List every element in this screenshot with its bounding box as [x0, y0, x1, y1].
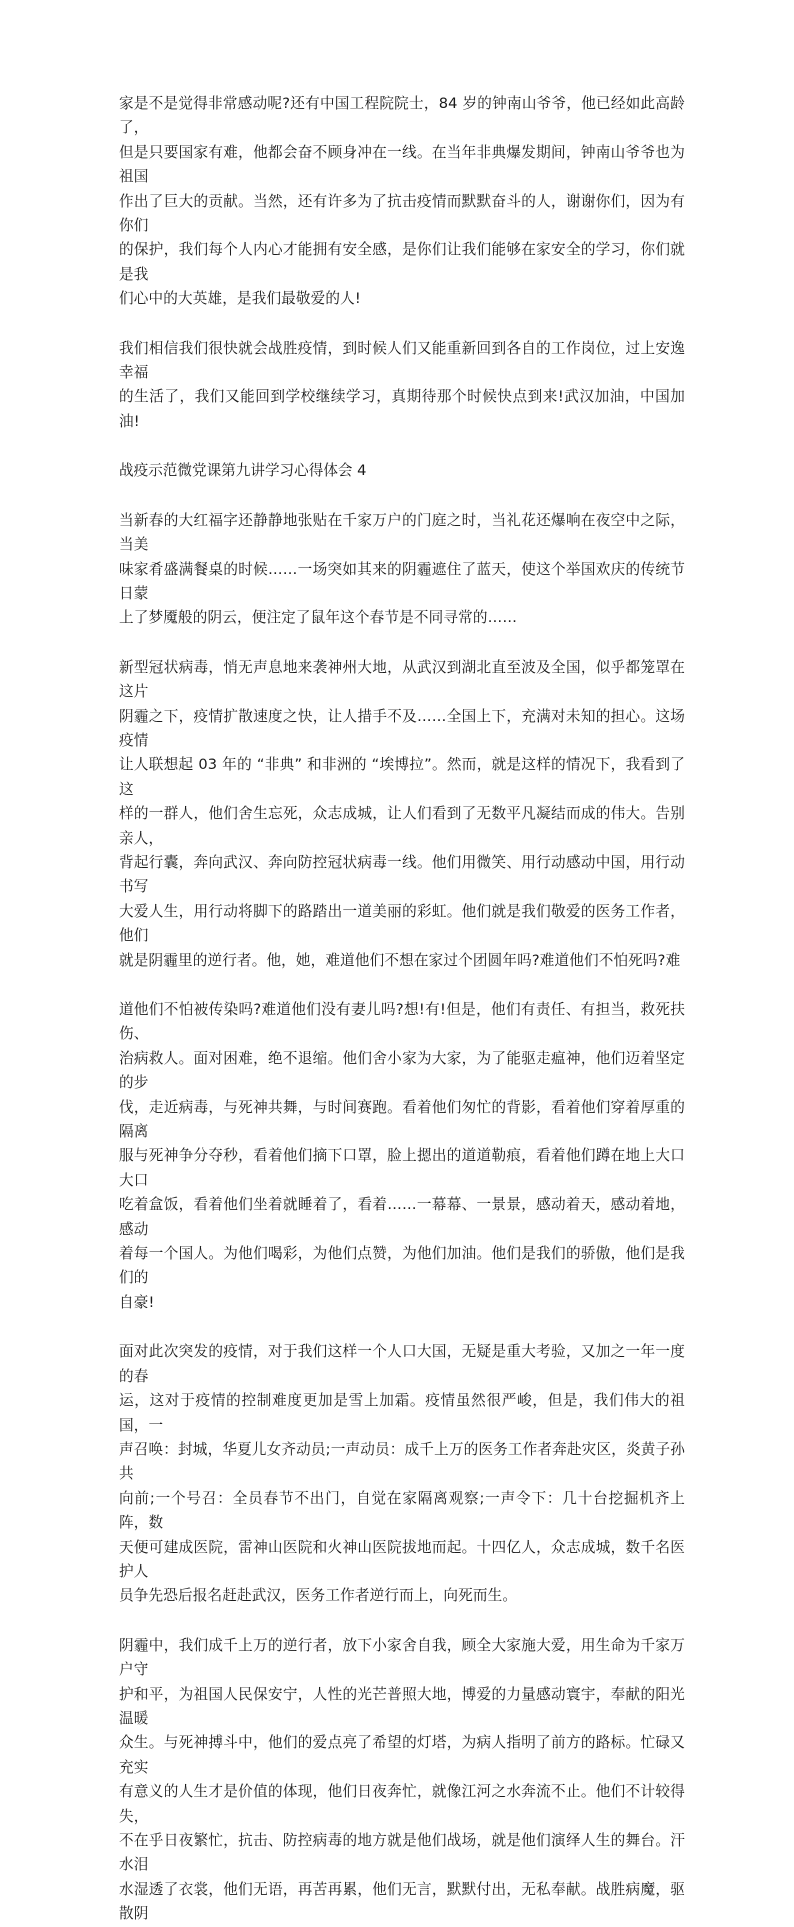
text-line: 大爱人生，用行动将脚下的路踏出一道美丽的彩虹。他们就是我们敬爱的医务工作者，他们 [119, 902, 685, 945]
text-line: 有意义的人生才是价值的体现，他们日夜奔忙，就像江河之水奔流不止。他们不计较得失， [119, 1783, 685, 1825]
text-line: 我们相信我们很快就会战胜疫情，到时候人们又能重新回到各自的工作岗位，过上安逸幸福 [119, 339, 685, 382]
text-line: 道他们不怕被传染吗?难道他们没有妻儿吗?想!有!但是，他们有责任、有担当，救死扶伤、 [119, 1001, 685, 1043]
text-line: 水湿透了衣裳，他们无语，再苦再累，他们无言，默默付出，无私奉献。战胜病魔，驱散阴 [119, 1880, 685, 1923]
section-heading: 战疫示范微党课第九讲学习心得体会 4 [119, 462, 367, 480]
text-line: 新型冠状病毒，悄无声息地来袭神州大地，从武汉到湖北直至波及全国，似乎都笼罩在这片 [119, 658, 685, 701]
text-line: 阴霾中，我们成千上万的逆行者，放下小家舍自我，顾全大家施大爱，用生命为千家万户守 [119, 1636, 685, 1679]
text-line: 伐，走近病毒，与死神共舞，与时间赛跑。看着他们匆忙的背影，看着他们穿着厚重的隔离 [119, 1098, 685, 1141]
text-line: 向前;一个号召：全员春节不出门，自觉在家隔离观察;一声令下：几十台挖掘机齐上阵，数 [119, 1489, 685, 1532]
text-line: 运，这对于疫情的控制难度更加是雪上加霜。疫情虽然很严峻，但是，我们伟大的祖国，一 [119, 1392, 685, 1434]
text-line: 味家肴盛满餐桌的时候……一场突如其来的阴霾遮住了蓝天，使这个举国欢庆的传统节日蒙 [119, 560, 685, 602]
text-line: 天便可建成医院，雷神山医院和火神山医院拔地而起。十四亿人，众志成城，数千名医护人 [119, 1538, 685, 1580]
text-line: 们心中的大英雄，是我们最敬爱的人! [119, 290, 361, 308]
text-line: 着每一个国人。为他们喝彩，为他们点赞，为他们加油。他们是我们的骄傲，他们是我们的 [119, 1245, 685, 1287]
text-line: 声召唤：封城，华夏儿女齐动员;一声动员：成千上万的医务工作者奔赴灾区，炎黄子孙共 [119, 1440, 685, 1483]
text-line: 自豪! [119, 1293, 155, 1311]
paragraph-spring-festival [119, 509, 685, 631]
text-line: 上了梦魇般的阴云，便注定了鼠年这个春节是不同寻常的…… [119, 609, 518, 627]
paragraph-medical-workers [119, 998, 685, 1315]
text-line: 护和平，为祖国人民保安宁，人性的光芒普照大地，博爱的力量感动寰宇，奉献的阳光温暖 [119, 1685, 685, 1727]
text-line: 背起行囊，奔向武汉、奔向防控冠状病毒一线。他们用微笑、用行动感动中国，用行动书写 [119, 853, 685, 896]
document-page [119, 92, 685, 1927]
text-line: 但是只要国家有难，他都会奋不顾身冲在一线。在当年非典爆发期间，钟南山爷爷也为祖国 [119, 143, 685, 186]
text-line: 不在乎日夜繁忙，抗击、防控病毒的地方就是他们战场，就是他们演绎人生的舞台。汗水泪 [119, 1832, 685, 1874]
text-line: 的保护，我们每个人内心才能拥有安全感，是你们让我们能够在家安全的学习，你们就是我 [119, 241, 685, 283]
paragraph-wuhan-jiayou [119, 337, 685, 435]
text-line: 众生。与死神搏斗中，他们的爱点亮了希望的灯塔，为病人指明了前方的路标。忙碌又充实 [119, 1734, 685, 1776]
text-line: 面对此次突发的疫情，对于我们这样一个人口大国，无疑是重大考验，又加之一年一度的春 [119, 1343, 685, 1385]
paragraph-zhong-nanshan [119, 92, 685, 312]
text-line: 作出了巨大的贡献。当然，还有许多为了抗击疫情而默默奋斗的人，谢谢你们，因为有你们 [119, 192, 685, 235]
text-line: 治病救人。面对困难，绝不退缩。他们舍小家为大家，为了能驱走瘟神，他们迈着坚定的步 [119, 1049, 685, 1092]
text-line: 的生活了，我们又能回到学校继续学习，真期待那个时候快点到来!武汉加油，中国加油! [119, 388, 685, 430]
text-line: 就是阴霾里的逆行者。他，她，难道他们不想在家过个团圆年吗?难道他们不怕死吗?难 [119, 951, 681, 969]
text-line: 服与死神争分夺秒，看着他们摘下口罩，脸上摁出的道道勒痕，看着他们蹲在地上大口大口 [119, 1147, 685, 1189]
text-line: 吃着盒饭，看着他们坐着就睡着了，看着……一幕幕、一景景，感动着天，感动着地，感动 [119, 1196, 685, 1238]
paragraph-retrograde-heroes [119, 1634, 685, 1927]
text-line: 家是不是觉得非常感动呢?还有中国工程院院士，84 岁的钟南山爷爷，他已经如此高龄了， [119, 95, 685, 137]
text-line: 样的一群人，他们舍生忘死，众志成城，让人们看到了无数平凡凝结而成的伟大。告别亲人， [119, 805, 685, 847]
text-line: 员争先恐后报名赶赴武汉，医务工作者逆行而上，向死而生。 [119, 1587, 518, 1605]
paragraph-coronavirus [119, 656, 685, 973]
text-line: 让人联想起 03 年的 “非典” 和非洲的 “埃博拉”。然而，就是这样的情况下，我看到了这 [119, 756, 685, 798]
text-line: 当新春的大红福字还静静地张贴在千家万户的门庭之时，当礼花还爆响在夜空中之际，当美 [119, 511, 685, 554]
paragraph-motherland [119, 1340, 685, 1608]
text-line: 阴霾之下，疫情扩散速度之快，让人措手不及……全国上下，充满对未知的担心。这场疫情 [119, 707, 685, 749]
